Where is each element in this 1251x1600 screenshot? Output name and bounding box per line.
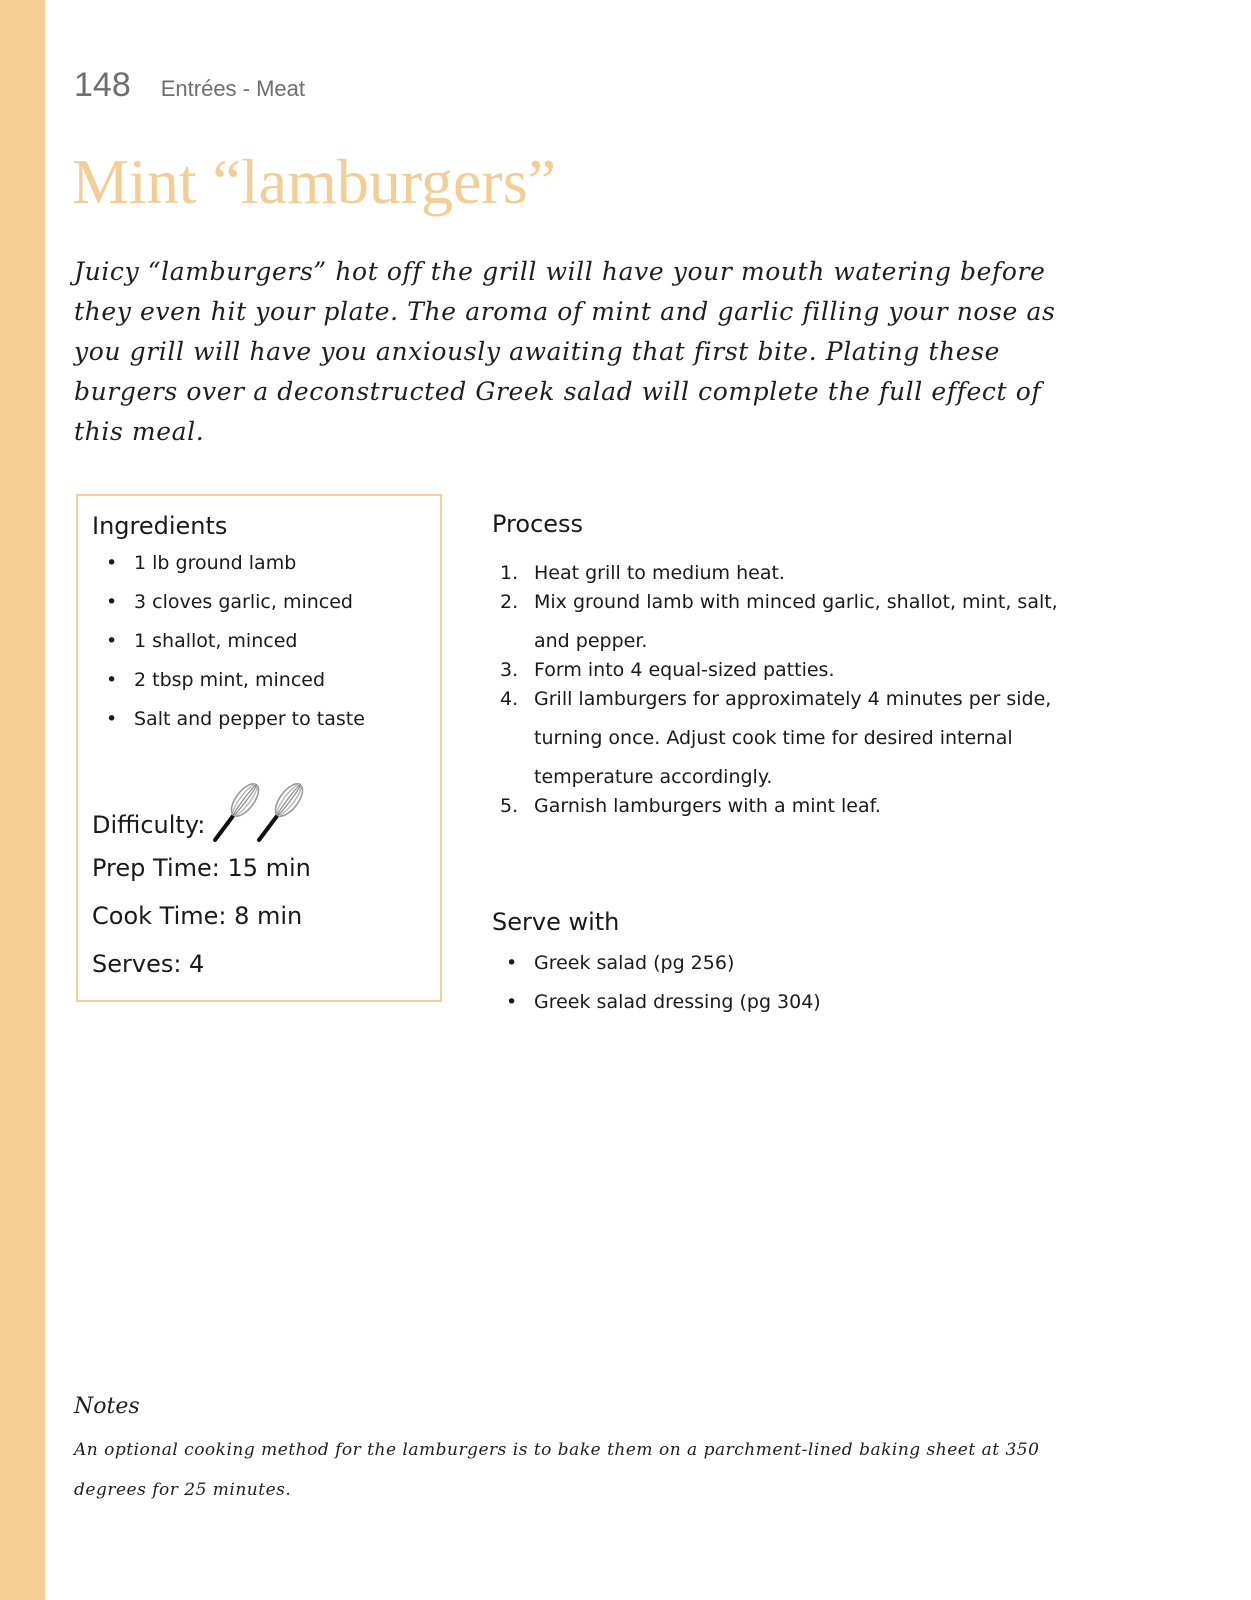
ingredient-item: • Salt and pepper to taste: [92, 710, 365, 749]
serve-with-item: • Greek salad dressing (pg 304): [492, 993, 1092, 1032]
step-text: Garnish lamburgers with a mint leaf.: [534, 795, 881, 817]
recipe-intro: Juicy “lamburgers” hot off the grill will have your mouth watering before they even hit your plate. The aroma of mint and garlic filling your nose as you grill will have you anxiously awaiting that first bite. Plating these burgers over a deconstructed Greek salad will complete the full effect of this meal.: [74, 257, 1056, 446]
step-number: 2.: [500, 591, 519, 613]
step-number: 3.: [500, 659, 519, 681]
cook-time: Cook Time: 8 min: [92, 902, 303, 930]
step-text: Grill lamburgers for approximately 4 minutes per side, turning once. Adjust cook time for desired internal temperature accordingly.: [534, 688, 1052, 788]
ingredients-box: [76, 494, 442, 1002]
notes-text: An optional cooking method for the lamburgers is to bake them on a parchment-lined baking sheet at 350 degrees for 25 minutes.: [74, 1440, 1040, 1500]
process-step: [492, 787, 1092, 826]
difficulty-rating: [211, 780, 299, 844]
step-text: Heat grill to medium heat.: [534, 562, 785, 584]
recipe-title: Mint “lamburgers”: [72, 146, 557, 217]
difficulty-label: Difficulty:: [92, 811, 206, 839]
ingredient-item: • 1 lb ground lamb: [92, 554, 365, 593]
ingredient-item: • 1 shallot, minced: [92, 632, 365, 671]
serve-with-list: [492, 954, 1092, 1032]
process-heading: Process: [492, 510, 584, 538]
ingredients-list: [92, 554, 365, 749]
section-label: Entrées - Meat: [160, 76, 306, 101]
process-step: [492, 583, 1092, 661]
notes-heading: Notes: [74, 1394, 140, 1419]
page-header: [74, 66, 305, 105]
serve-with-item: • Greek salad (pg 256): [492, 954, 1092, 993]
step-number: 1.: [500, 562, 519, 584]
serve-with-heading: Serve with: [492, 908, 620, 936]
ingredients-heading: Ingredients: [92, 512, 228, 540]
serves: Serves: 4: [92, 950, 205, 978]
process-section: [492, 510, 1092, 826]
page-number: 148: [74, 66, 131, 104]
difficulty-row: [92, 806, 299, 844]
step-number: 5.: [500, 795, 519, 817]
process-step: [492, 680, 1092, 797]
ingredient-item: • 2 tbsp mint, minced: [92, 671, 365, 710]
serve-with-section: [492, 908, 1092, 1032]
ingredient-item: • 3 cloves garlic, minced: [92, 593, 365, 632]
step-text: Form into 4 equal-sized patties.: [534, 659, 835, 681]
step-number: 4.: [500, 688, 519, 710]
prep-time: Prep Time: 15 min: [92, 854, 311, 882]
process-steps: [492, 554, 1092, 826]
side-color-band: [0, 0, 45, 1600]
whisk-icon: [255, 780, 307, 844]
step-text: Mix ground lamb with minced garlic, shallot, mint, salt, and pepper.: [534, 591, 1058, 652]
